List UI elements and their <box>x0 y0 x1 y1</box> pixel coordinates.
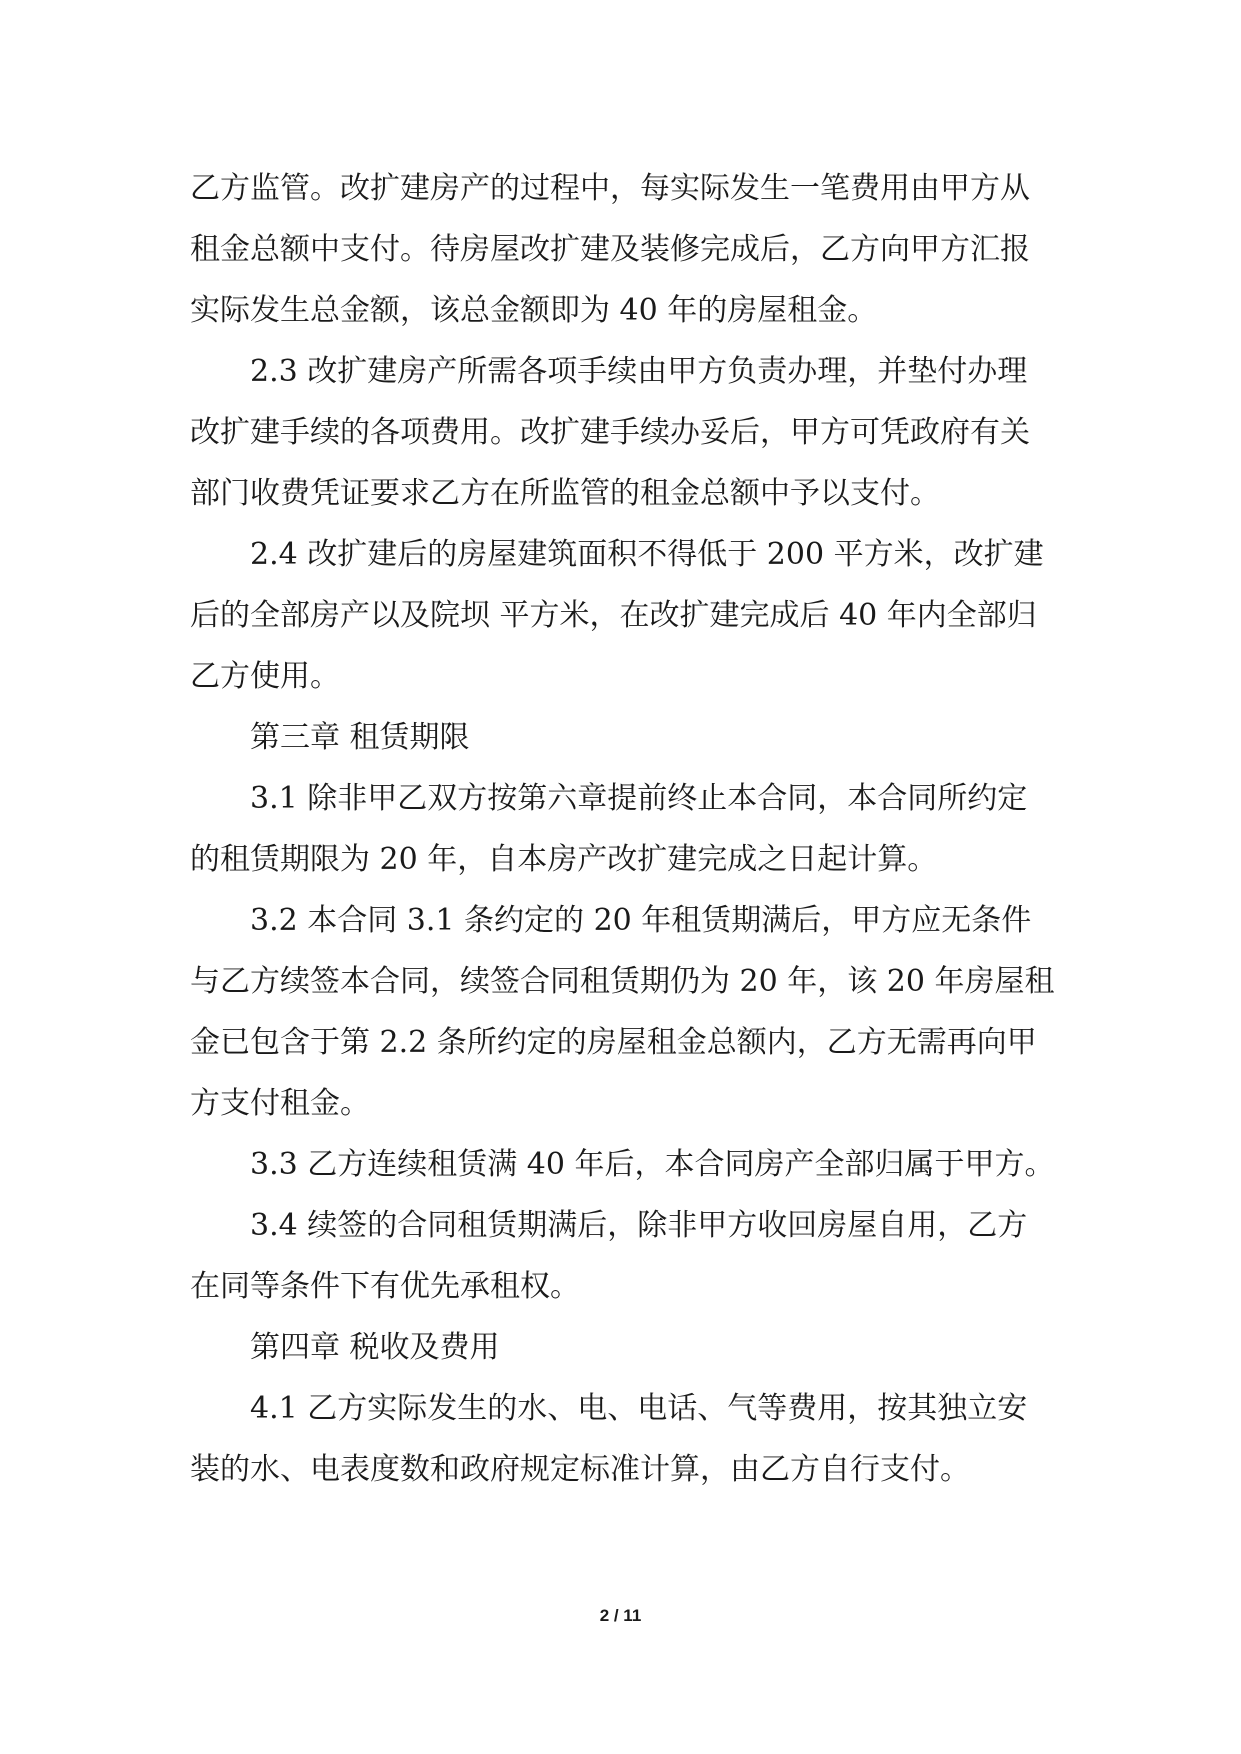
text-line: 2.4 改扩建后的房屋建筑面积不得低于 200 平方米，改扩建 <box>250 537 1044 572</box>
text-line: 3.4 续签的合同租赁期满后，除非甲方收回房屋自用，乙方 <box>250 1208 1028 1243</box>
text-line: 的租赁期限为 20 年，自本房产改扩建完成之日起计算。 <box>190 842 938 877</box>
text-line: 部门收费凭证要求乙方在所监管的租金总额中予以支付。 <box>190 476 940 511</box>
text-line: 改扩建手续的各项费用。改扩建手续办妥后，甲方可凭政府有关 <box>190 415 1030 450</box>
text-line: 2.3 改扩建房产所需各项手续由甲方负责办理，并垫付办理 <box>250 354 1028 389</box>
text-line: 第四章 税收及费用 <box>250 1330 500 1365</box>
text-line: 乙方使用。 <box>190 659 340 694</box>
text-line: 4.1 乙方实际发生的水、电、电话、气等费用，按其独立安 <box>250 1391 1028 1426</box>
text-line: 方支付租金。 <box>190 1086 370 1121</box>
text-line: 与乙方续签本合同，续签合同租赁期仍为 20 年，该 20 年房屋租 <box>190 964 1055 999</box>
text-line: 后的全部房产以及院坝 平方米，在改扩建完成后 40 年内全部归 <box>190 598 1037 633</box>
text-line: 3.2 本合同 3.1 条约定的 20 年租赁期满后，甲方应无条件 <box>250 903 1032 938</box>
text-line: 第三章 租赁期限 <box>250 720 470 755</box>
text-line: 在同等条件下有优先承租权。 <box>190 1269 580 1304</box>
text-line: 实际发生总金额，该总金额即为 40 年的房屋租金。 <box>190 293 878 328</box>
text-line: 3.3 乙方连续租赁满 40 年后，本合同房产全部归属于甲方。 <box>250 1147 1055 1182</box>
text-line: 租金总额中支付。待房屋改扩建及装修完成后，乙方向甲方汇报 <box>190 232 1030 267</box>
text-line: 金已包含于第 2.2 条所约定的房屋租金总额内，乙方无需再向甲 <box>190 1025 1037 1060</box>
text-line: 乙方监管。改扩建房产的过程中，每实际发生一笔费用由甲方从 <box>190 171 1030 206</box>
text-line: 装的水、电表度数和政府规定标准计算，由乙方自行支付。 <box>190 1452 970 1487</box>
page-number: 2 / 11 <box>599 1606 642 1625</box>
document-body <box>190 158 1060 1500</box>
text-line: 3.1 除非甲乙双方按第六章提前终止本合同，本合同所约定 <box>250 781 1028 816</box>
